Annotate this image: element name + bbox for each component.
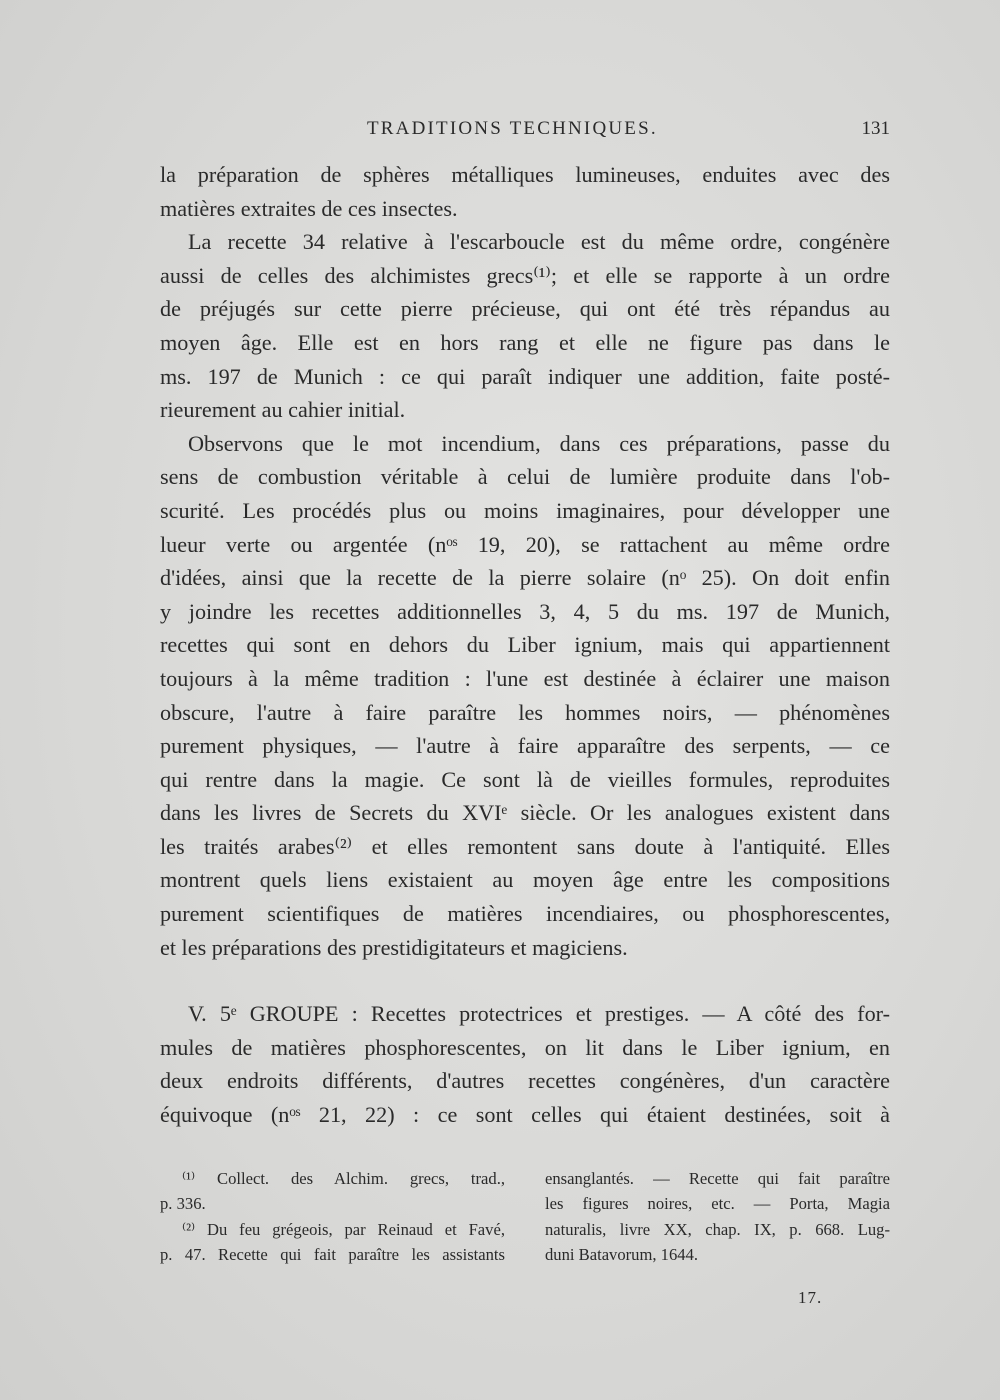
text-line: la préparation de sphères métalliques lumineuses, enduites avec des <box>160 162 890 187</box>
footnote-line: les figures noires, etc. — Porta, Magia <box>545 1194 890 1214</box>
footnotes-right-column <box>545 1166 890 1268</box>
running-title: TRADITIONS TECHNIQUES. <box>367 118 658 139</box>
text-line: recettes qui sont en dehors du Liber ignium, mais qui appartiennent <box>160 632 890 658</box>
text-line: toujours à la même tradition : l'une est destinée à éclairer une maison <box>160 665 890 691</box>
text-line: et les préparations des prestidigitateurs et magiciens. <box>160 934 628 960</box>
footnote-line: duni Batavorum, 1644. <box>545 1245 699 1265</box>
text-line: y joindre les recettes additionnelles 3, 4, 5 du ms. 197 de Munich, <box>160 598 890 624</box>
text-line: lueur verte ou argentée (nᵒˢ 19, 20), se rattachent au même ordre <box>160 531 890 557</box>
text-line: d'idées, ainsi que la recette de la pierre solaire (nᵒ 25). On doit enfin <box>160 565 890 591</box>
page-number: 131 <box>861 118 890 139</box>
body-text <box>160 158 890 1132</box>
text-line: dans les livres de Secrets du XVIᵉ siècle. Or les analogues existent dans <box>160 800 890 826</box>
footnotes <box>160 1166 890 1268</box>
text-line: moyen âge. Elle est en hors rang et elle ne figure pas dans le <box>160 329 890 355</box>
footnote-line: ⁽¹⁾ Collect. des Alchim. grecs, trad., <box>182 1169 505 1188</box>
text-line: purement scientifiques de matières incendiaires, ou phosphorescentes, <box>160 901 890 927</box>
text-line: obscure, l'autre à faire paraître les hommes noirs, — phénomènes <box>160 699 890 725</box>
paragraph-1 <box>160 158 890 225</box>
text-line: de préjugés sur cette pierre précieuse, qui ont été très répandus au <box>160 296 890 322</box>
text-line: rieurement au cahier initial. <box>160 397 406 423</box>
running-header <box>160 118 890 148</box>
signature-mark: 17. <box>798 1288 823 1307</box>
text-line: deux endroits différents, d'autres recettes congénères, d'un caractère <box>160 1068 890 1094</box>
text-line: mules de matières phosphorescentes, on lit dans le Liber ignium, en <box>160 1034 890 1060</box>
footnote-line: p. 47. Recette qui fait paraître les assistants <box>160 1245 505 1265</box>
text-line: matières extraites de ces insectes. <box>160 195 458 221</box>
text-line: V. 5ᵉ GROUPE : Recettes protectrices et prestiges. — A côté des for- <box>188 1001 890 1027</box>
footnote-line: naturalis, livre XX, chap. IX, p. 668. Lug- <box>545 1219 890 1239</box>
paragraph-section-v <box>160 997 890 1131</box>
footnote-line: ensanglantés. — Recette qui fait paraître <box>545 1169 890 1188</box>
text-line: montrent quels liens existaient au moyen âge entre les compositions <box>160 867 890 893</box>
text-line: La recette 34 relative à l'escarboucle est du même ordre, congénère <box>188 229 890 255</box>
paragraph-2 <box>160 225 890 427</box>
text-line: purement physiques, — l'autre à faire apparaître des serpents, — ce <box>160 733 890 759</box>
text-line: Observons que le mot incendium, dans ces préparations, passe du <box>188 430 890 456</box>
footnote-line: p. 336. <box>160 1194 206 1214</box>
paragraph-3 <box>160 427 890 965</box>
text-line: aussi de celles des alchimistes grecs⁽¹⁾; et elle se rapporte à un ordre <box>160 262 890 288</box>
footnotes-left-column <box>160 1166 505 1268</box>
text-line: sens de combustion véritable à celui de lumière produite dans l'ob- <box>160 464 890 490</box>
text-line: scurité. Les procédés plus ou moins imaginaires, pour développer une <box>160 497 890 523</box>
text-line: ms. 197 de Munich : ce qui paraît indiquer une addition, faite posté- <box>160 363 890 389</box>
text-line: équivoque (nᵒˢ 21, 22) : ce sont celles qui étaient destinées, soit à <box>160 1102 890 1128</box>
footnote-line: ⁽²⁾ Du feu grégeois, par Reinaud et Favé, <box>182 1219 505 1239</box>
text-line: qui rentre dans la magie. Ce sont là de vieilles formules, reproduites <box>160 766 890 792</box>
text-line: les traités arabes⁽²⁾ et elles remontent sans doute à l'antiquité. Elles <box>160 833 890 859</box>
